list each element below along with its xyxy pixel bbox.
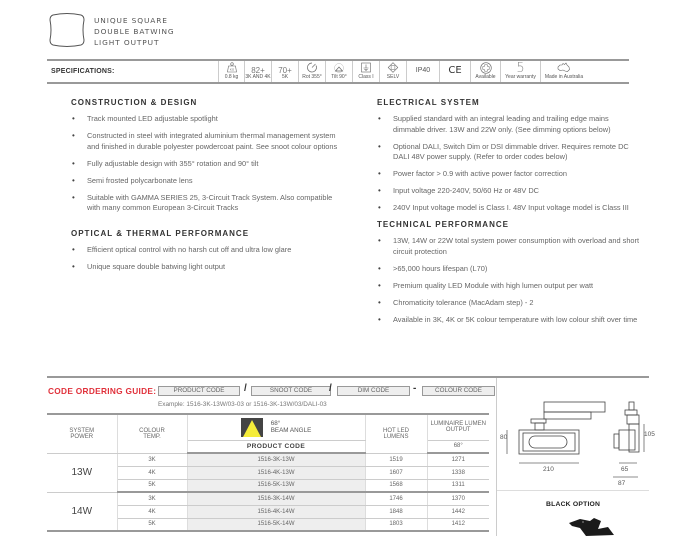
list-item: • Premium quality LED Module with high lumen output per watt bbox=[377, 281, 642, 292]
header-colour-temp: COLOUR TEMP. bbox=[117, 415, 187, 453]
table-row: 13W 3K 1516-3K-13W 1519 1271 bbox=[47, 453, 489, 466]
system-power-cell: 13W bbox=[47, 453, 117, 492]
list-item: • Chromaticity tolerance (MacAdam step) - 2 bbox=[377, 298, 642, 309]
table-row: 5K 1516-5K-13W 1568 1311 bbox=[47, 479, 489, 492]
header-system-power: SYSTEM POWER bbox=[47, 415, 117, 453]
product-tagline bbox=[94, 15, 175, 48]
list-item: • 13W, 14W or 22W total system power consumption with overload and short circuit protection bbox=[377, 236, 642, 257]
black-option-product-image bbox=[566, 515, 616, 536]
product-code-cell: 1516-3K-13W bbox=[187, 453, 365, 466]
weight-kg-icon bbox=[226, 62, 237, 73]
rounded-square-outline-icon bbox=[48, 12, 86, 48]
spec-selv: SELV bbox=[379, 61, 406, 82]
snoot-code-box: SNOOT CODE bbox=[251, 386, 331, 396]
header-hot-led-lumens: HOT LED LUMENS bbox=[365, 415, 427, 453]
left-column bbox=[71, 98, 341, 279]
table-row: 5K 1516-5K-14W 1803 1412 bbox=[47, 518, 489, 531]
construction-design-list bbox=[71, 114, 341, 214]
dimension-65: 65 bbox=[621, 466, 629, 473]
table-row: 14W 3K 1516-3K-14W 1746 1370 bbox=[47, 492, 489, 505]
list-item: • Fully adjustable design with 355° rotation and 90° tilt bbox=[71, 159, 341, 170]
list-item: • Semi frosted polycarbonate lens bbox=[71, 176, 341, 187]
list-item: • 240V Input voltage model is Class I. 48V Input voltage model is Class III bbox=[377, 203, 642, 214]
table-row: 4K 1516-4K-13W 1607 1338 bbox=[47, 466, 489, 479]
dimension-210: 210 bbox=[543, 466, 554, 473]
spec-ip-rating bbox=[406, 61, 439, 82]
dimension-80: 80 bbox=[500, 434, 508, 441]
spec-tilt: Tilt 90° bbox=[325, 61, 352, 82]
spec-class: Class I bbox=[352, 61, 379, 82]
product-code-cell: 1516-5K-14W bbox=[187, 518, 365, 531]
product-code-cell: 1516-3K-14W bbox=[187, 492, 365, 505]
header-beam-angle: 68° BEAM ANGLE bbox=[187, 415, 365, 440]
order-code-table bbox=[47, 415, 489, 532]
header-luminaire-lumen-output: LUMINAIRE LUMEN OUTPUT bbox=[427, 415, 489, 440]
spec-warranty: 5 Year warranty bbox=[500, 61, 540, 82]
specifications-label: SPECIFICATIONS: bbox=[51, 68, 115, 75]
tilt-icon bbox=[334, 62, 345, 73]
list-item: • Suitable with GAMMA SERIES 25, 3-Circuit Track System. Also compatible with many common European 3-Circuit Tracks bbox=[71, 193, 341, 214]
electrical-system-list bbox=[377, 114, 642, 214]
table-row: 4K 1516-4K-14W 1848 1442 bbox=[47, 505, 489, 518]
cri-icon: 82+ bbox=[251, 66, 265, 75]
technical-performance-heading: TECHNICAL PERFORMANCE bbox=[377, 220, 509, 229]
available-icon bbox=[480, 62, 492, 74]
class-1-earth-icon bbox=[361, 62, 372, 73]
spec-weight: KG 0.8 kg bbox=[218, 61, 244, 82]
side-view-drawing bbox=[613, 402, 644, 477]
separator-slash: / bbox=[329, 383, 332, 394]
selv-icon bbox=[388, 62, 399, 73]
separator-slash: / bbox=[244, 383, 247, 394]
cri-icon: 70+ bbox=[278, 66, 292, 75]
product-code-cell: 1516-4K-13W bbox=[187, 466, 365, 479]
list-item: • Available in 3K, 4K or 5K colour temperature with low colour shift over time bbox=[377, 315, 642, 326]
spec-cri-5k: 70+ 5K bbox=[271, 61, 298, 82]
australia-map-icon bbox=[557, 62, 571, 73]
dimension-87: 87 bbox=[618, 480, 626, 487]
right-column bbox=[377, 98, 642, 332]
list-item: • Efficient optical control with no harsh cut off and ultra low glare bbox=[71, 245, 341, 256]
divider bbox=[497, 490, 649, 491]
product-code-box: PRODUCT CODE bbox=[158, 386, 240, 396]
code-ordering-guide-title: CODE ORDERING GUIDE: bbox=[48, 386, 157, 396]
ce-mark-icon: CE bbox=[448, 65, 462, 76]
list-item: • Track mounted LED adjustable spotlight bbox=[71, 114, 341, 125]
separator-dash: - bbox=[413, 383, 417, 394]
product-code-cell: 1516-4K-14W bbox=[187, 505, 365, 518]
spec-made-in-australia: Made in Australia bbox=[540, 61, 587, 82]
spec-ce bbox=[439, 61, 470, 82]
system-power-cell: 14W bbox=[47, 492, 117, 531]
electrical-system-heading: ELECTRICAL SYSTEM bbox=[377, 98, 480, 107]
spec-available: Available bbox=[470, 61, 500, 82]
optical-thermal-heading: OPTICAL & THERMAL PERFORMANCE bbox=[71, 228, 250, 238]
list-item: • Supplied standard with an integral leading and trailing edge mains dimmable driver. 13W and 22W only. (See dimming options below) bbox=[377, 114, 642, 135]
front-view-drawing bbox=[507, 402, 605, 463]
svg-text:KG: KG bbox=[229, 67, 234, 72]
optical-thermal-list bbox=[71, 245, 341, 273]
tagline-line-3: LIGHT OUTPUT bbox=[94, 38, 160, 47]
header-product-code: PRODUCT CODE bbox=[187, 440, 365, 453]
spec-rotation: Rot 355° bbox=[298, 61, 325, 82]
specifications-bar bbox=[47, 59, 629, 84]
product-code-cell: 1516-5K-13W bbox=[187, 479, 365, 492]
code-example: Example: 1516-3K-13W/03-03 or 1516-3K-13W/03/DALI-03 bbox=[158, 401, 327, 408]
tagline-line-1: UNIQUE SQUARE bbox=[94, 16, 168, 25]
list-item: • Unique square double batwing light output bbox=[71, 262, 341, 273]
black-option-label: BLACK OPTION bbox=[546, 501, 601, 508]
header-luminaire-angle: 68° bbox=[427, 440, 489, 453]
list-item: • Input voltage 220-240V, 50/60 Hz or 48V DC bbox=[377, 186, 642, 197]
technical-performance-list bbox=[377, 236, 642, 325]
warranty-icon: 5 bbox=[516, 61, 525, 76]
tagline-line-2: DOUBLE BATWING bbox=[94, 27, 175, 36]
beam-angle-icon bbox=[241, 418, 263, 437]
ip-rating-text: IP40 bbox=[415, 67, 431, 74]
spec-cri-3k4k: 82+ 3K AND 4K bbox=[244, 61, 271, 82]
dim-code-box: DIM CODE bbox=[337, 386, 410, 396]
dimension-105: 105 bbox=[644, 431, 655, 438]
construction-design-heading: CONSTRUCTION & DESIGN bbox=[71, 98, 198, 107]
rotation-icon bbox=[307, 62, 318, 73]
list-item: • Constructed in steel with integrated aluminium thermal management system and finished in durable polyester powdercoat paint. See snoot colour options bbox=[71, 131, 341, 152]
list-item: • >65,000 hours lifespan (L70) bbox=[377, 264, 642, 275]
list-item: • Optional DALI, Switch Dim or DSI dimmable driver. Requires remote DC DALI 48V power supply. (Refer to order codes below) bbox=[377, 142, 642, 163]
list-item: • Power factor > 0.9 with active power factor correction bbox=[377, 169, 642, 180]
colour-code-box: COLOUR CODE bbox=[422, 386, 495, 396]
